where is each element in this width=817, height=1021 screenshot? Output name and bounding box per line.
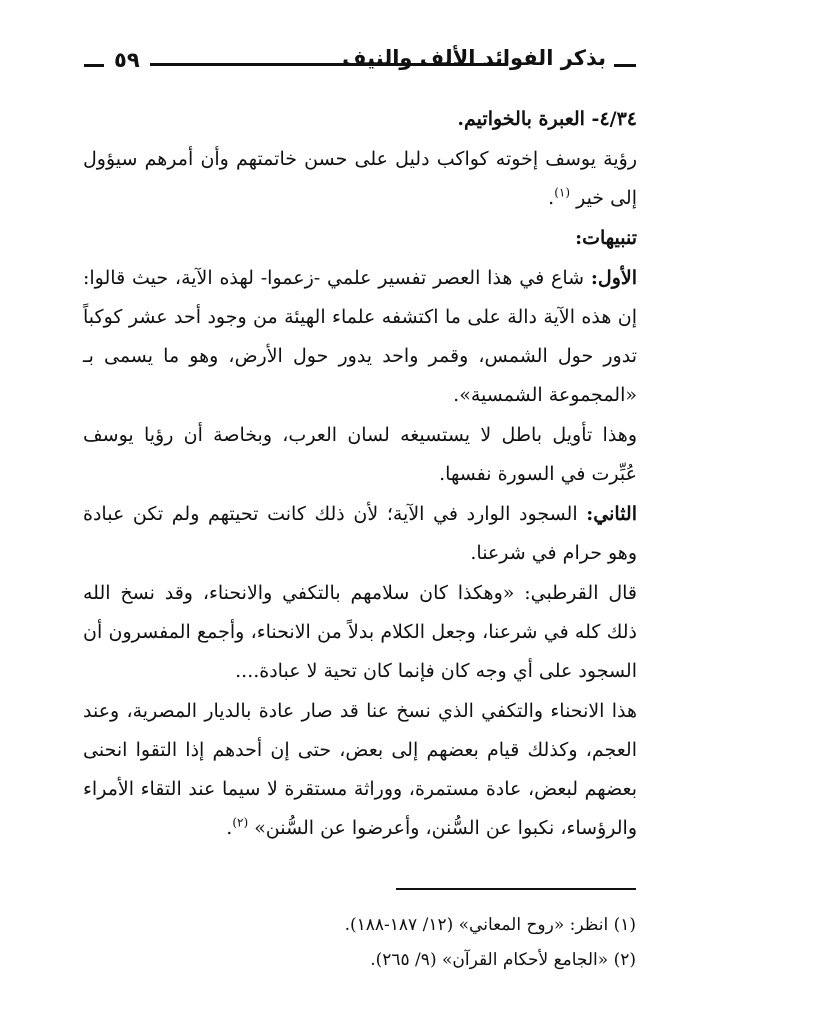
paragraph — [83, 259, 637, 415]
paragraph-text: رؤية يوسف إخوته كواكب دليل على حسن خاتمتهم وأن أمرهم سيؤول إلى خير — [83, 148, 637, 209]
paragraph-lead: الثاني: — [586, 503, 637, 525]
running-title: بذكر الفوائد الألف والنيف — [342, 46, 606, 70]
paragraph-lead: الأول: — [590, 267, 637, 289]
paragraph-text: هذا الانحناء والتكفي الذي نسخ عنا قد صار عادة بالديار المصرية، وعند العجم، وكذلك قيام بعضهم إلى بعض، حتى إن أحدهم إذا التقوا انحنى بعضهم لبعض، عادة مستمرة، ووراثة مستقرة لا سيما عند التقاء الأمراء والرؤساء، نكبوا عن السُّنن، وأعرضوا عن السُّنن» — [83, 700, 637, 839]
main-text — [83, 100, 637, 849]
page-number: ٥٩ — [114, 48, 140, 72]
footnote: (٢) «الجامع لأحكام القرآن» (٩/ ٢٦٥). — [370, 950, 636, 970]
footnotes — [260, 908, 636, 978]
paragraph — [83, 495, 637, 573]
paragraph-end: . — [548, 187, 555, 209]
paragraph-text: شاع في هذا العصر تفسير علمي -زعموا- لهذه الآية، حيث قالوا: إن هذه الآية دالة على ما اكتشفه علماء الهيئة من وجود أحد عشر كوكباً تدور حول الشمس، وقمر واحد يدور حول الأرض، وهو ما يسمى بـ «المجموعة الشمسية». — [83, 267, 637, 406]
section-heading: ٤/٣٤- العبرة بالخواتيم. — [457, 108, 637, 130]
paragraph — [83, 140, 637, 218]
footnote-rule — [396, 888, 636, 890]
paragraph — [83, 692, 637, 848]
footnote: (١) انظر: «روح المعاني» (١٢/ ١٨٧-١٨٨). — [344, 915, 636, 935]
paragraph: وهذا تأويل باطل لا يستسيغه لسان العرب، وبخاصة أن رؤيا يوسف عُبِّرت في السورة نفسها. — [83, 424, 637, 485]
footnote-ref: (١) — [554, 185, 571, 200]
running-header — [84, 44, 636, 80]
paragraph-end: . — [226, 817, 233, 839]
paragraph: قال القرطبي: «وهكذا كان سلامهم بالتكفي والانحناء، وقد نسخ الله ذلك كله في شرعنا، وجعل الكلام بدلاً من الانحناء، وأجمع المفسرون أن السجود على أي وجه كان فإنما كان تحية لا عبادة.... — [83, 582, 637, 682]
paragraph-text: السجود الوارد في الآية؛ لأن ذلك كانت تحيتهم ولم تكن عبادة وهو حرام في شرعنا. — [83, 503, 637, 564]
footnote-ref: (٢) — [232, 815, 249, 830]
header-dash-right — [614, 64, 636, 67]
subheading: تنبيهات: — [575, 227, 637, 249]
header-dash-left — [84, 64, 104, 67]
